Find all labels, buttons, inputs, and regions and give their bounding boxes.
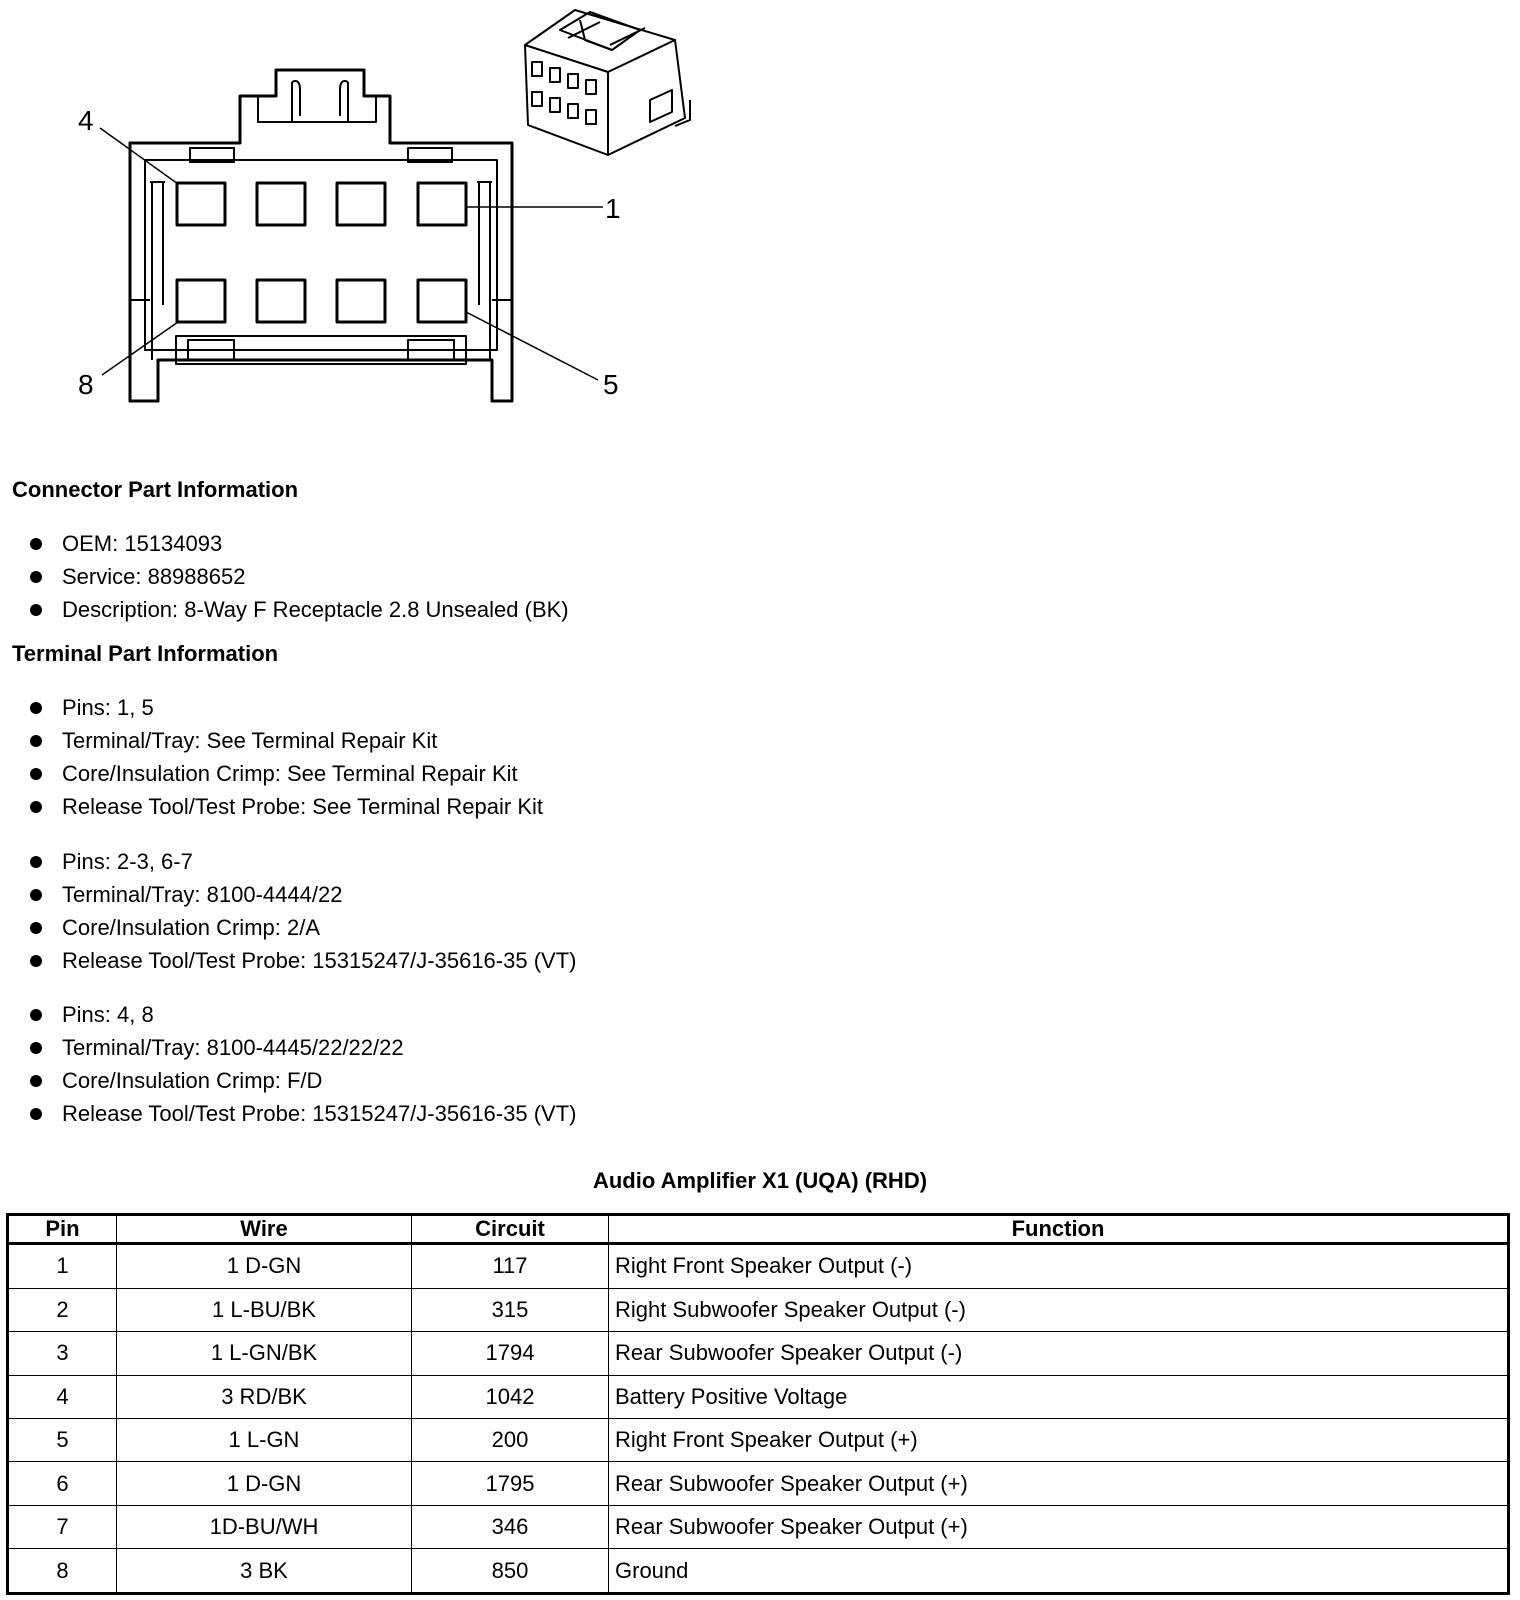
table-row	[8, 1418, 1509, 1461]
cavity-6	[337, 280, 385, 322]
function-cell: Right Subwoofer Speaker Output (-)	[609, 1288, 1509, 1331]
callout-pin-1: 1	[605, 193, 621, 224]
cavity-5	[418, 280, 466, 322]
pinout-table	[6, 1213, 1510, 1595]
circuit-cell: 1794	[412, 1332, 609, 1375]
cavity-3	[257, 183, 305, 225]
terminal-group-3	[30, 998, 576, 1130]
connector-part-info-list	[30, 527, 569, 626]
header-pin: Pin	[8, 1215, 117, 1244]
list-item: Release Tool/Test Probe: See Terminal Repair Kit	[30, 790, 543, 823]
pin-cell: 3	[8, 1332, 117, 1375]
list-item: Terminal/Tray: See Terminal Repair Kit	[30, 724, 543, 757]
table-row	[8, 1549, 1509, 1594]
list-item: Pins: 2-3, 6-7	[30, 845, 576, 878]
list-item: Core/Insulation Crimp: See Terminal Repair Kit	[30, 757, 543, 790]
table-body	[8, 1244, 1509, 1594]
list-item: Pins: 1, 5	[30, 691, 543, 724]
list-item: Terminal/Tray: 8100-4444/22	[30, 878, 576, 911]
terminal-group-2	[30, 845, 576, 977]
header-function: Function	[609, 1215, 1509, 1244]
wire-cell: 3 RD/BK	[117, 1375, 412, 1418]
connector-diagram	[0, 0, 720, 420]
cavity-7	[257, 280, 305, 322]
cavity-2	[337, 183, 385, 225]
table-row	[8, 1332, 1509, 1375]
callout-pin-5: 5	[603, 369, 619, 400]
table-row	[8, 1288, 1509, 1331]
table-row	[8, 1244, 1509, 1289]
function-cell: Rear Subwoofer Speaker Output (+)	[609, 1462, 1509, 1505]
list-item: Core/Insulation Crimp: F/D	[30, 1064, 576, 1097]
circuit-cell: 1042	[412, 1375, 609, 1418]
function-cell: Rear Subwoofer Speaker Output (-)	[609, 1332, 1509, 1375]
circuit-cell: 200	[412, 1418, 609, 1461]
table-header-row	[8, 1215, 1509, 1244]
header-circuit: Circuit	[412, 1215, 609, 1244]
function-cell: Rear Subwoofer Speaker Output (+)	[609, 1505, 1509, 1548]
circuit-cell: 850	[412, 1549, 609, 1594]
list-item: Release Tool/Test Probe: 15315247/J-35616-35 (VT)	[30, 1097, 576, 1130]
callout-pin-4: 4	[78, 105, 94, 136]
function-cell: Right Front Speaker Output (+)	[609, 1418, 1509, 1461]
cavity-8	[177, 280, 225, 322]
list-item: Terminal/Tray: 8100-4445/22/22/22	[30, 1031, 576, 1064]
table-row	[8, 1505, 1509, 1548]
list-item: Pins: 4, 8	[30, 998, 576, 1031]
pin-cavities	[177, 183, 466, 322]
list-item: Core/Insulation Crimp: 2/A	[30, 911, 576, 944]
list-item: Description: 8-Way F Receptacle 2.8 Unsealed (BK)	[30, 593, 569, 626]
connector-housing	[130, 70, 512, 401]
circuit-cell: 117	[412, 1244, 609, 1289]
pin-cell: 1	[8, 1244, 117, 1289]
function-cell: Battery Positive Voltage	[609, 1375, 1509, 1418]
circuit-cell: 315	[412, 1288, 609, 1331]
pin-cell: 6	[8, 1462, 117, 1505]
pin-cell: 4	[8, 1375, 117, 1418]
wire-cell: 1 D-GN	[117, 1244, 412, 1289]
circuit-cell: 346	[412, 1505, 609, 1548]
header-wire: Wire	[117, 1215, 412, 1244]
wire-cell: 1D-BU/WH	[117, 1505, 412, 1548]
function-cell: Right Front Speaker Output (-)	[609, 1244, 1509, 1289]
pin-cell: 8	[8, 1549, 117, 1594]
wire-cell: 1 L-GN/BK	[117, 1332, 412, 1375]
connector-part-info-heading: Connector Part Information	[12, 477, 299, 502]
cavity-1	[418, 183, 466, 225]
callout-pin-8: 8	[78, 369, 94, 400]
wire-cell: 1 D-GN	[117, 1462, 412, 1505]
pin-cell: 2	[8, 1288, 117, 1331]
cavity-4	[177, 183, 225, 225]
circuit-cell: 1795	[412, 1462, 609, 1505]
table-row	[8, 1375, 1509, 1418]
function-cell: Ground	[609, 1549, 1509, 1594]
wire-cell: 1 L-GN	[117, 1418, 412, 1461]
pin-cell: 7	[8, 1505, 117, 1548]
list-item: Release Tool/Test Probe: 15315247/J-35616-35 (VT)	[30, 944, 576, 977]
table-row	[8, 1462, 1509, 1505]
pin-cell: 5	[8, 1418, 117, 1461]
wire-cell: 1 L-BU/BK	[117, 1288, 412, 1331]
terminal-group-1	[30, 691, 543, 823]
list-item: OEM: 15134093	[30, 527, 569, 560]
table-title: Audio Amplifier X1 (UQA) (RHD)	[592, 1168, 928, 1193]
connector-thumbnail	[525, 10, 690, 155]
wire-cell: 3 BK	[117, 1549, 412, 1594]
list-item: Service: 88988652	[30, 560, 569, 593]
terminal-part-info-heading: Terminal Part Information	[12, 641, 279, 666]
